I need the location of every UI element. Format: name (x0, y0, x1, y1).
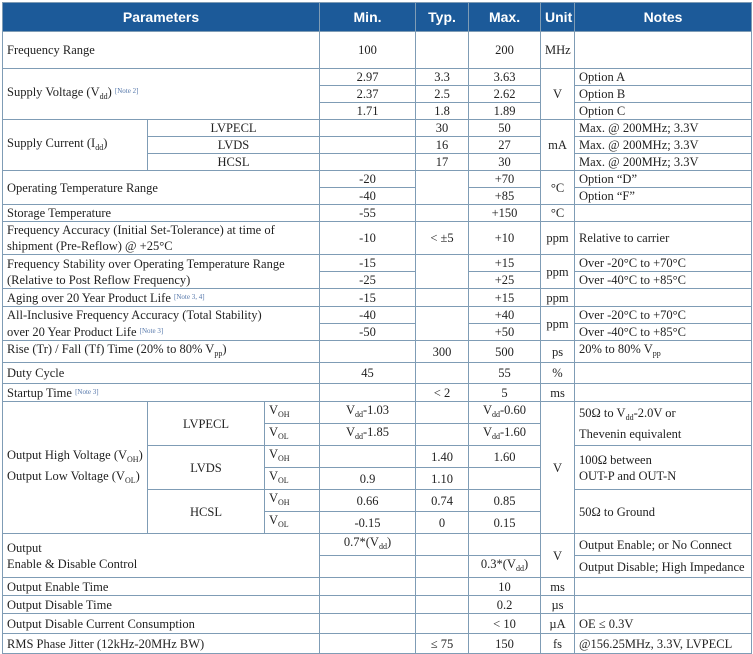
freq-typ (416, 32, 469, 69)
enable-time-max: 10 (469, 578, 541, 596)
outv-lvds-note: 100Ω between OUT-P and OUT-N (575, 446, 752, 490)
row-aging (3, 289, 752, 307)
vdd-a-typ: 3.3 (416, 69, 469, 86)
param-storage-temp: Storage Temperature (3, 205, 320, 222)
enable-typ-1 (416, 534, 469, 556)
param-frequency-stability: Frequency Stability over Operating Temperature Range (Relative to Post Reflow Frequency) (3, 255, 320, 289)
idd-hcsl-note: Max. @ 200MHz; 3.3V (575, 154, 752, 171)
row-rise-fall (3, 341, 752, 363)
param-rms-phase-jitter: RMS Phase Jitter (12kHz-20MHz BW) (3, 634, 320, 654)
row-outv-lvpecl-oh (3, 402, 752, 424)
stability-unit: ppm (541, 255, 575, 289)
enable-max: $0.3*(V_{dd})$ (469, 556, 541, 578)
disable-time-typ (416, 596, 469, 614)
disable-current-min (320, 614, 416, 634)
stability-2-note: Over -40°C to +85°C (575, 272, 752, 289)
stability-1-max: +15 (469, 255, 541, 272)
accuracy-max: +10 (469, 222, 541, 255)
outv-type-hcsl: HCSL (148, 490, 265, 534)
stability-typ (416, 255, 469, 289)
enable-time-note (575, 578, 752, 596)
vdd-b-min: 2.37 (320, 86, 416, 103)
disable-time-max: 0.2 (469, 596, 541, 614)
inclusive-1-max: +40 (469, 307, 541, 324)
inclusive-1-min: -40 (320, 307, 416, 324)
outv-lvds-oh-label: $V_{OH}$ (265, 446, 320, 468)
outv-lvds-ol-max (469, 468, 541, 490)
risefall-note: 20% to 80% $V_{pp}$ (575, 341, 752, 363)
param-frequency-range: Frequency Range (3, 32, 320, 69)
idd-lvds-min (320, 137, 416, 154)
jitter-unit: fs (541, 634, 575, 654)
accuracy-min: -10 (320, 222, 416, 255)
outv-hcsl-oh-label: $V_{OH}$ (265, 490, 320, 512)
disable-current-typ (416, 614, 469, 634)
startup-max: 5 (469, 384, 541, 402)
header-typ: Typ. (416, 3, 469, 32)
outv-unit: V (541, 402, 575, 534)
param-all-inclusive: All-Inclusive Frequency Accuracy (Total Stability) over 20 Year Product Life [Note 3] (3, 307, 320, 341)
row-all-inclusive-1 (3, 307, 752, 324)
aging-unit: ppm (541, 289, 575, 307)
idd-lvpecl-note: Max. @ 200MHz; 3.3V (575, 120, 752, 137)
duty-max: 55 (469, 363, 541, 384)
freq-unit: MHz (541, 32, 575, 69)
inclusive-2-max: +50 (469, 324, 541, 341)
enable-min-2 (320, 556, 416, 578)
stability-2-min: -25 (320, 272, 416, 289)
enable-note-2: Output Disable; High Impedance (575, 556, 752, 578)
risefall-typ: 300 (416, 341, 469, 363)
vdd-c-min: 1.71 (320, 103, 416, 120)
disable-current-max: < 10 (469, 614, 541, 634)
outv-hcsl-ol-max: 0.15 (469, 512, 541, 534)
freq-max: 200 (469, 32, 541, 69)
vdd-b-note: Option B (575, 86, 752, 103)
startup-note (575, 384, 752, 402)
stability-1-min: -15 (320, 255, 416, 272)
enable-typ-2 (416, 556, 469, 578)
idd-hcsl-max: 30 (469, 154, 541, 171)
row-storage-temp (3, 205, 752, 222)
vdd-a-max: 3.63 (469, 69, 541, 86)
row-duty-cycle (3, 363, 752, 384)
enable-time-min (320, 578, 416, 596)
inclusive-2-min: -50 (320, 324, 416, 341)
param-supply-current: Supply Current $(I_{dd})$ (3, 120, 148, 171)
risefall-max: 500 (469, 341, 541, 363)
optemp-d-max: +70 (469, 171, 541, 188)
vdd-b-typ: 2.5 (416, 86, 469, 103)
outv-lvpecl-ol-min: $V_{dd}-1.85$ (320, 424, 416, 446)
specifications-table (2, 2, 752, 654)
disable-current-unit: µA (541, 614, 575, 634)
disable-time-unit: µs (541, 596, 575, 614)
row-enable-control-1 (3, 534, 752, 556)
outv-lvpecl-ol-max: $V_{dd}-1.60$ (469, 424, 541, 446)
idd-lvds-max: 27 (469, 137, 541, 154)
param-output-voltage: Output High Voltage $(V_{OH})$ Output Low Voltage $(V_{OL})$ (3, 402, 148, 534)
storage-max: +150 (469, 205, 541, 222)
duty-note (575, 363, 752, 384)
inclusive-1-note: Over -20°C to +70°C (575, 307, 752, 324)
optemp-typ (416, 171, 469, 205)
inclusive-typ (416, 307, 469, 341)
row-frequency-accuracy (3, 222, 752, 255)
vdd-c-typ: 1.8 (416, 103, 469, 120)
param-output-enable-time: Output Enable Time (3, 578, 320, 596)
header-parameters: Parameters (3, 3, 320, 32)
vdd-b-max: 2.62 (469, 86, 541, 103)
aging-max: +15 (469, 289, 541, 307)
outv-lvpecl-oh-min: $V_{dd}-1.03$ (320, 402, 416, 424)
optemp-d-note: Option “D” (575, 171, 752, 188)
row-frequency-range (3, 32, 752, 69)
freq-min: 100 (320, 32, 416, 69)
param-frequency-accuracy: Frequency Accuracy (Initial Set-Tolerance) at time of shipment (Pre-Reflow) @ +25°C (3, 222, 320, 255)
row-frequency-stability-1 (3, 255, 752, 272)
header-notes: Notes (575, 3, 752, 32)
outv-lvds-oh-max: 1.60 (469, 446, 541, 468)
outv-type-lvds: LVDS (148, 446, 265, 490)
idd-type-lvpecl: LVPECL (148, 120, 320, 137)
duty-min: 45 (320, 363, 416, 384)
stability-1-note: Over -20°C to +70°C (575, 255, 752, 272)
inclusive-2-note: Over -40°C to +85°C (575, 324, 752, 341)
enable-note-1: Output Enable; or No Connect (575, 534, 752, 556)
outv-type-lvpecl: LVPECL (148, 402, 265, 446)
enable-max-1 (469, 534, 541, 556)
vdd-unit: V (541, 69, 575, 120)
outv-lvds-ol-min: 0.9 (320, 468, 416, 490)
outv-lvds-oh-min (320, 446, 416, 468)
startup-typ: < 2 (416, 384, 469, 402)
outv-lvds-ol-label: $V_{OL}$ (265, 468, 320, 490)
param-startup-time: Startup Time [Note 3] (3, 384, 320, 402)
outv-hcsl-ol-min: -0.15 (320, 512, 416, 534)
startup-min (320, 384, 416, 402)
header-unit: Unit (541, 3, 575, 32)
header-min: Min. (320, 3, 416, 32)
duty-typ (416, 363, 469, 384)
row-operating-temp-d (3, 171, 752, 188)
outv-lvpecl-ol-typ (416, 424, 469, 446)
optemp-f-note: Option “F” (575, 188, 752, 205)
freq-notes (575, 32, 752, 69)
row-supply-current-lvpecl (3, 120, 752, 137)
row-supply-voltage-a (3, 69, 752, 86)
vdd-c-max: 1.89 (469, 103, 541, 120)
accuracy-typ: < ±5 (416, 222, 469, 255)
param-supply-voltage: Supply Voltage $(V_{dd})$ [Note 2] (3, 69, 320, 120)
param-output-disable-time: Output Disable Time (3, 596, 320, 614)
outv-lvpecl-oh-typ (416, 402, 469, 424)
idd-hcsl-min (320, 154, 416, 171)
outv-hcsl-ol-label: $V_{OL}$ (265, 512, 320, 534)
optemp-f-max: +85 (469, 188, 541, 205)
idd-type-lvds: LVDS (148, 137, 320, 154)
enable-time-unit: ms (541, 578, 575, 596)
idd-type-hcsl: HCSL (148, 154, 320, 171)
storage-min: -55 (320, 205, 416, 222)
outv-lvpecl-oh-label: $V_{OH}$ (265, 402, 320, 424)
disable-time-note (575, 596, 752, 614)
param-rise-fall: Rise (Tr) / Fall (Tf) Time (20% to 80% $V_{pp}$) (3, 341, 320, 363)
row-output-disable-time (3, 596, 752, 614)
idd-lvpecl-min (320, 120, 416, 137)
jitter-note: @156.25MHz, 3.3V, LVPECL (575, 634, 752, 654)
row-output-enable-time (3, 578, 752, 596)
param-output-disable-current: Output Disable Current Consumption (3, 614, 320, 634)
optemp-unit: °C (541, 171, 575, 205)
optemp-d-min: -20 (320, 171, 416, 188)
header-row (3, 3, 752, 32)
disable-current-note: OE ≤ 0.3V (575, 614, 752, 634)
idd-lvpecl-typ: 30 (416, 120, 469, 137)
accuracy-unit: ppm (541, 222, 575, 255)
vdd-a-min: 2.97 (320, 69, 416, 86)
param-operating-temp: Operating Temperature Range (3, 171, 320, 205)
accuracy-note: Relative to carrier (575, 222, 752, 255)
storage-unit: °C (541, 205, 575, 222)
duty-unit: % (541, 363, 575, 384)
idd-hcsl-typ: 17 (416, 154, 469, 171)
outv-hcsl-oh-max: 0.85 (469, 490, 541, 512)
risefall-unit: ps (541, 341, 575, 363)
param-enable-control: Output Enable & Disable Control (3, 534, 320, 578)
outv-hcsl-oh-typ: 0.74 (416, 490, 469, 512)
aging-note (575, 289, 752, 307)
enable-unit: V (541, 534, 575, 578)
stability-2-max: +25 (469, 272, 541, 289)
disable-time-min (320, 596, 416, 614)
jitter-typ: ≤ 75 (416, 634, 469, 654)
row-output-disable-current (3, 614, 752, 634)
outv-hcsl-oh-min: 0.66 (320, 490, 416, 512)
outv-lvpecl-oh-max: $V_{dd}-0.60$ (469, 402, 541, 424)
aging-min: -15 (320, 289, 416, 307)
inclusive-unit: ppm (541, 307, 575, 341)
idd-lvds-note: Max. @ 200MHz; 3.3V (575, 137, 752, 154)
idd-unit: mA (541, 120, 575, 171)
outv-lvds-ol-typ: 1.10 (416, 468, 469, 490)
outv-lvpecl-note: 50Ω to $V_{dd}-2.0V$ or Thevenin equivalent (575, 402, 752, 446)
idd-lvds-typ: 16 (416, 137, 469, 154)
risefall-min (320, 341, 416, 363)
optemp-f-min: -40 (320, 188, 416, 205)
outv-lvds-oh-typ: 1.40 (416, 446, 469, 468)
storage-note (575, 205, 752, 222)
outv-hcsl-ol-typ: 0 (416, 512, 469, 534)
vdd-c-note: Option C (575, 103, 752, 120)
vdd-a-note: Option A (575, 69, 752, 86)
aging-typ (416, 289, 469, 307)
header-max: Max. (469, 3, 541, 32)
enable-min: $0.7*(V_{dd})$ (320, 534, 416, 556)
param-aging: Aging over 20 Year Product Life [Note 3, 4] (3, 289, 320, 307)
startup-unit: ms (541, 384, 575, 402)
storage-typ (416, 205, 469, 222)
idd-lvpecl-max: 50 (469, 120, 541, 137)
jitter-max: 150 (469, 634, 541, 654)
row-startup-time (3, 384, 752, 402)
outv-lvpecl-ol-label: $V_{OL}$ (265, 424, 320, 446)
enable-time-typ (416, 578, 469, 596)
outv-hcsl-note: 50Ω to Ground (575, 490, 752, 534)
param-duty-cycle: Duty Cycle (3, 363, 320, 384)
